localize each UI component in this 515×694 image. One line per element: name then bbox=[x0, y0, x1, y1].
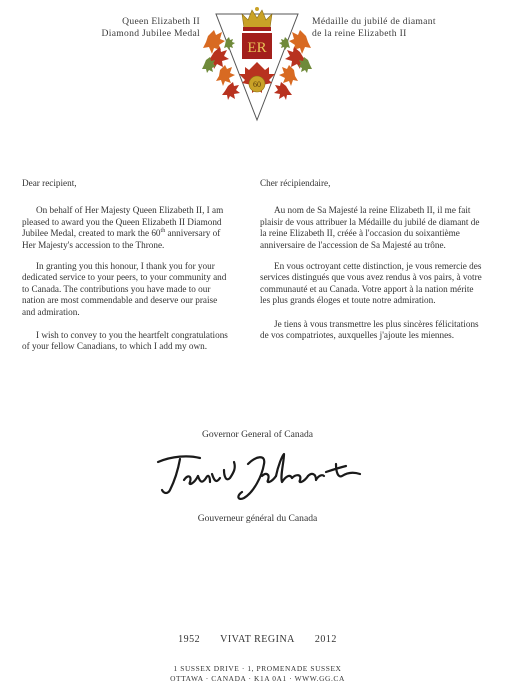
diamond-jubilee-emblem-icon bbox=[202, 6, 312, 124]
english-letter-column bbox=[22, 178, 232, 365]
footer-motto: VIVAT REGINA bbox=[220, 634, 295, 645]
maple-leaf-cluster-right-icon bbox=[274, 30, 312, 100]
english-paragraph-1-end: anniversary of Her Majesty's accession to the Throne. bbox=[22, 228, 221, 250]
crown-icon bbox=[242, 7, 272, 31]
governor-general-title-french: Gouverneur général du Canada bbox=[197, 513, 318, 524]
governor-general-title-english: Governor General of Canada bbox=[201, 429, 314, 440]
badge-number: 60 bbox=[253, 80, 261, 89]
ordinal-superscript: th bbox=[160, 228, 166, 235]
header-english-line2: Diamond Jubilee Medal bbox=[101, 28, 200, 39]
english-paragraph-1 bbox=[22, 205, 232, 251]
english-paragraph-2: In granting you this honour, I thank you for your dedicated service to your peers, to your community and to Canada. The contributions you have made to our nation are most commendable and deserve our praise and admiration. bbox=[22, 261, 227, 317]
header-french-title bbox=[312, 16, 492, 40]
footer-motto-line bbox=[0, 634, 515, 645]
footer-year-start: 1952 bbox=[178, 634, 201, 645]
french-paragraph-2: En vous octroyant cette distinction, je vous remercie des services distingués que vous avez rendus à vos pairs, à votre communauté et au Canada. Votre apport à la nation mérite les plus grands éloges et toute notre admiration. bbox=[260, 261, 482, 306]
french-paragraph-1: Au nom de Sa Majesté la reine Elizabeth II, il me fait plaisir de vous attribuer la Médaille du jubilé de diamant de la reine Elizabeth II, créée à l'occasion du soixantième anniversaire de l'accession de Sa Majesté au trône. bbox=[260, 205, 480, 250]
signature-icon bbox=[150, 446, 370, 504]
header-english-line1: Queen Elizabeth II bbox=[122, 16, 200, 27]
french-letter-column bbox=[260, 178, 482, 353]
maple-leaf-cluster-left-icon bbox=[202, 30, 240, 100]
cypher-letters: ER bbox=[247, 40, 267, 56]
footer-year-end: 2012 bbox=[314, 634, 337, 645]
footer-address-line-2: OTTAWA · CANADA · K1A 0A1 · WWW.GG.CA bbox=[170, 674, 345, 683]
header-french-line2: de la reine Elizabeth II bbox=[312, 28, 407, 39]
french-paragraph-3: Je tiens à vous transmettre les plus sincères félicitations de vos compatriotes, auxquelles j'ajoute les miennes. bbox=[260, 318, 479, 341]
french-salutation: Cher récipiendaire, bbox=[260, 178, 331, 188]
header-english-title bbox=[42, 16, 200, 40]
header-french-line1: Médaille du jubilé de diamant bbox=[312, 16, 436, 27]
english-salutation: Dear recipient, bbox=[22, 178, 77, 188]
english-paragraph-1-start: On behalf of Her Majesty Queen Elizabeth II, I am pleased to award you the Queen Elizabeth II Diamond Jubilee Medal, created to mark the 60 bbox=[22, 205, 224, 239]
english-paragraph-3: I wish to convey to you the heartfelt congratulations of your fellow Canadians, to which I add my own. bbox=[22, 330, 228, 352]
footer-address-line-1: 1 SUSSEX DRIVE · 1, PROMENADE SUSSEX bbox=[173, 664, 342, 673]
